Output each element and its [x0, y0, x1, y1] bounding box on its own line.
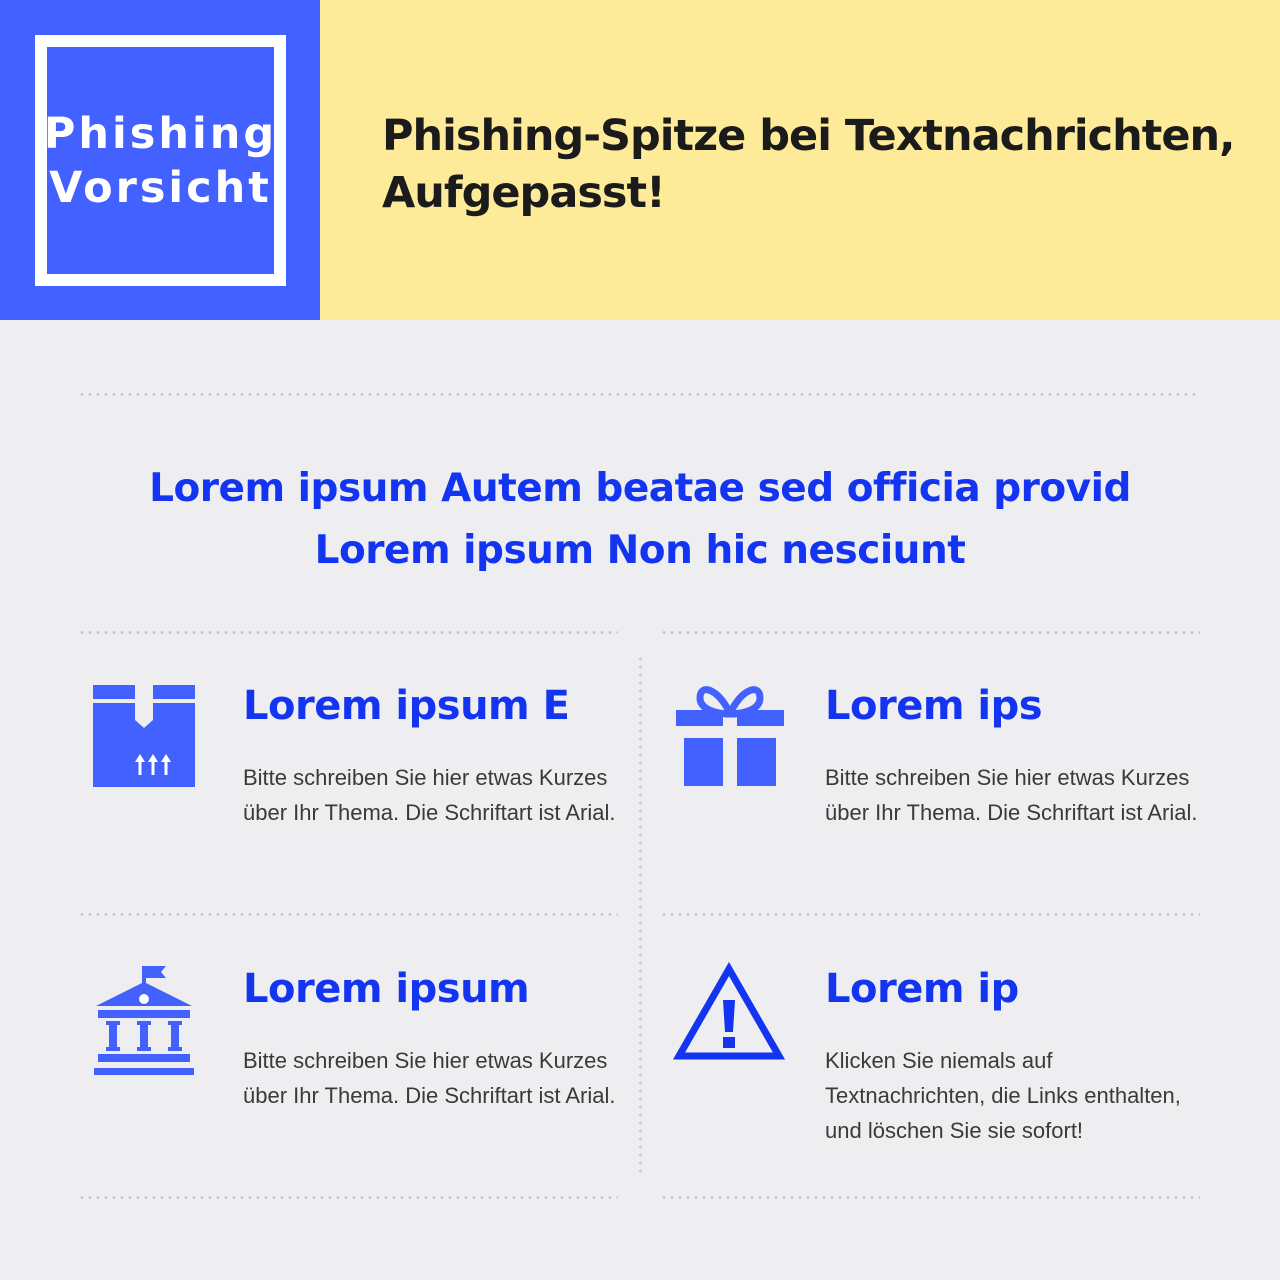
- logo-line-1: Phishing: [43, 108, 278, 159]
- package-icon: [92, 684, 196, 793]
- header-banner: [320, 0, 1280, 320]
- divider-bottom-right: [660, 1196, 1200, 1199]
- divider-row2-left: [78, 913, 618, 916]
- intro-line-1: Lorem ipsum Autem beatae sed officia provid: [149, 466, 1131, 511]
- logo-frame: [35, 35, 286, 286]
- card-2-title: Lorem ips: [825, 683, 1043, 729]
- divider-row1-right: [660, 631, 1200, 634]
- logo-line-2: Vorsicht: [49, 162, 272, 213]
- divider-top: [78, 393, 1198, 396]
- card-4-text: Klicken Sie niemals auf Textnachrichten, die Links enthalten, und löschen Sie sie sofort!: [825, 1048, 1181, 1143]
- logo-panel: [0, 0, 320, 320]
- gift-icon: [676, 680, 784, 793]
- divider-vertical: [639, 655, 642, 1175]
- card-1-title: Lorem ipsum E: [243, 683, 570, 729]
- warning-icon: [673, 962, 785, 1067]
- divider-row2-right: [660, 913, 1200, 916]
- page-title: Phishing-Spitze bei Textnachrichten, Aufgepasst!: [382, 111, 1235, 218]
- divider-bottom-left: [78, 1196, 618, 1199]
- bank-icon: [92, 962, 196, 1083]
- card-1-text: Bitte schreiben Sie hier etwas Kurzes über Ihr Thema. Die Schriftart ist Arial.: [243, 765, 616, 825]
- card-3-text: Bitte schreiben Sie hier etwas Kurzes über Ihr Thema. Die Schriftart ist Arial.: [243, 1048, 616, 1108]
- card-3-title: Lorem ipsum: [243, 966, 530, 1012]
- card-4-title: Lorem ip: [825, 966, 1019, 1012]
- intro-line-2: Lorem ipsum Non hic nesciunt: [314, 528, 966, 573]
- card-2-text: Bitte schreiben Sie hier etwas Kurzes über Ihr Thema. Die Schriftart ist Arial.: [825, 765, 1198, 825]
- intro-heading: [0, 458, 1280, 582]
- divider-row1-left: [78, 631, 618, 634]
